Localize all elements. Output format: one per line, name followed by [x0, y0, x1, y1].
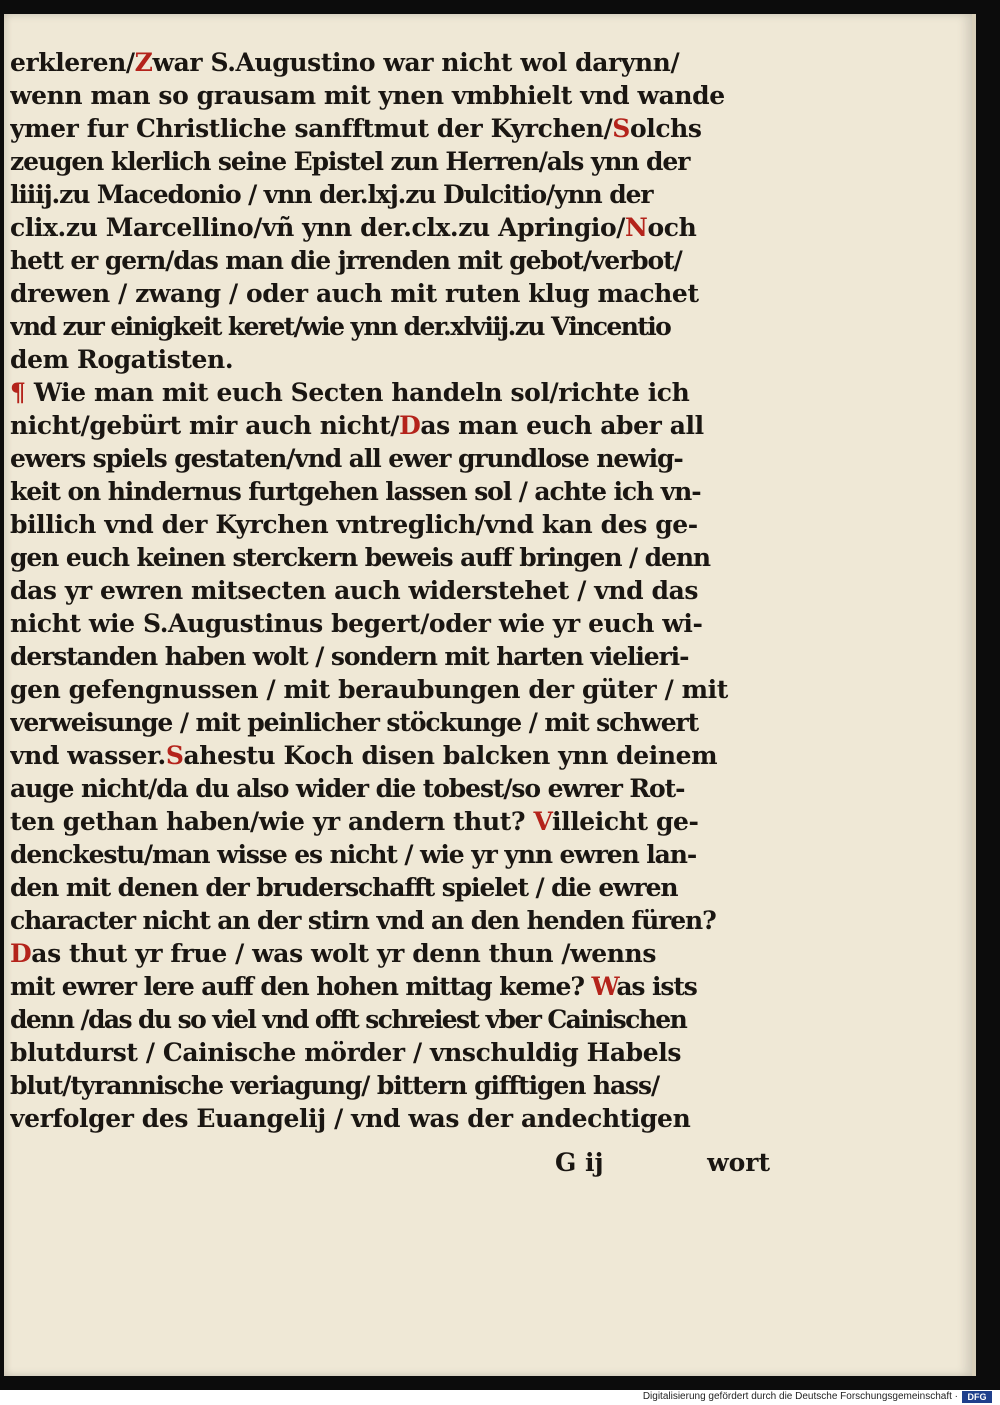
text-segment: derstanden haben wolt / sondern mit harten vielieri-	[10, 642, 689, 671]
text-line	[10, 607, 770, 640]
text-line	[10, 508, 770, 541]
text-segment: nicht wie S.Augustinus begert/oder wie yr euch wi-	[10, 609, 703, 638]
text-line	[10, 541, 770, 574]
text-line	[10, 475, 770, 508]
text-segment: den mit denen der bruderschafft spielet / die ewren	[10, 873, 678, 902]
text-segment: och	[647, 213, 697, 242]
text-segment: denckestu/man wisse es nicht / wie yr ynn ewren lan-	[10, 840, 697, 869]
rubricated-initial: D	[10, 939, 32, 968]
text-segment: ten gethan haben/wie yr andern thut?	[10, 807, 534, 836]
text-line	[10, 772, 770, 805]
text-line	[10, 838, 770, 871]
text-line	[10, 871, 770, 904]
text-line	[10, 79, 770, 112]
page-edge	[972, 14, 976, 1376]
rubricated-initial: ¶	[10, 378, 34, 407]
text-segment: vnd zur einigkeit keret/wie ynn der.xlviij.zu Vincentio	[10, 312, 671, 341]
rubricated-initial: W	[591, 972, 617, 1001]
text-line	[10, 970, 770, 1003]
text-segment: liiij.zu Macedonio / vnn der.lxj.zu Dulcitio/ynn der	[10, 180, 653, 209]
catchline	[10, 1146, 770, 1179]
text-segment: as thut yr frue / was wolt yr denn thun /wenns	[31, 939, 657, 968]
text-line	[10, 1069, 770, 1102]
text-segment: wenn man so grausam mit ynen vmbhielt vnd wande	[10, 81, 725, 110]
text-segment: auge nicht/da du also wider die tobest/so ewrer Rot-	[10, 774, 685, 803]
text-segment: ymer fur Christliche sanfftmut der Kyrchen/	[10, 114, 613, 143]
text-segment: dem Rogatisten.	[10, 345, 234, 374]
body-text	[10, 46, 770, 1135]
text-segment: billich vnd der Kyrchen vntreglich/vnd kan des ge-	[10, 510, 698, 539]
text-line	[10, 1102, 770, 1135]
text-line	[10, 706, 770, 739]
text-segment: mit ewrer lere auff den hohen mittag keme?	[10, 972, 592, 1001]
text-segment: verweisunge / mit peinlicher stöckunge / mit schwert	[10, 708, 699, 737]
text-line	[10, 310, 770, 343]
text-segment: illeicht ge-	[552, 807, 699, 836]
text-line	[10, 805, 770, 838]
signature-mark: G ij	[555, 1148, 604, 1177]
text-segment: ewers spiels gestaten/vnd all ewer grundlose newig-	[10, 444, 683, 473]
text-segment: erkleren/	[10, 48, 135, 77]
text-line	[10, 937, 770, 970]
rubricated-initial: S	[165, 741, 184, 770]
text-line	[10, 244, 770, 277]
rubricated-initial: V	[533, 807, 552, 836]
text-segment: character nicht an der stirn vnd an den henden füren?	[10, 906, 716, 935]
rubricated-initial: S	[612, 114, 630, 143]
text-segment: blut/tyrannische veriagung/ bittern gifftigen hass/	[10, 1071, 660, 1100]
text-segment: gen gefengnussen / mit beraubungen der güter / mit	[10, 675, 728, 704]
text-line	[10, 376, 770, 409]
text-segment: war S.Augustino war nicht wol darynn/	[152, 48, 680, 77]
rubricated-initial: Z	[134, 48, 153, 77]
text-line	[10, 442, 770, 475]
text-segment: olchs	[629, 114, 702, 143]
text-line	[10, 1036, 770, 1069]
text-line	[10, 904, 770, 937]
footer-credit: Digitalisierung gefördert durch die Deutsche Forschungsgemeinschaft ·	[642, 1391, 958, 1402]
text-line	[10, 409, 770, 442]
text-line	[10, 46, 770, 79]
text-segment: hett er gern/das man die jrrenden mit gebot/verbot/	[10, 246, 682, 275]
footer-bar	[0, 1390, 1000, 1405]
text-segment: as man euch aber all	[420, 411, 704, 440]
text-segment: keit on hindernus furtgehen lassen sol / achte ich vn-	[10, 477, 701, 506]
text-line	[10, 211, 770, 244]
text-segment: clix.zu Marcellino/vñ ynn der.clx.zu Apringio/	[10, 213, 626, 242]
text-segment: vnd wasser.	[10, 741, 166, 770]
text-line	[10, 343, 770, 376]
text-line	[10, 739, 770, 772]
text-segment: ahestu Koch disen balcken ynn deinem	[183, 741, 718, 770]
rubricated-initial: N	[625, 213, 648, 242]
dfg-logo: DFG	[962, 1391, 992, 1403]
text-segment: denn /das du so viel vnd offt schreiest vber Cainischen	[10, 1005, 687, 1034]
rubricated-initial: D	[399, 411, 421, 440]
text-segment: gen euch keinen sterckern beweis auff bringen / denn	[10, 543, 710, 572]
text-segment: nicht/gebürt mir auch nicht/	[10, 411, 400, 440]
text-line	[10, 673, 770, 706]
text-segment: drewen / zwang / oder auch mit ruten klug machet	[10, 279, 699, 308]
text-line	[10, 145, 770, 178]
text-segment: Wie man mit euch Secten handeln sol/richte ich	[33, 378, 690, 407]
text-line	[10, 277, 770, 310]
text-segment: blutdurst / Cainische mörder / vnschuldig Habels	[10, 1038, 682, 1067]
text-line	[10, 112, 770, 145]
text-line	[10, 178, 770, 211]
text-line	[10, 640, 770, 673]
text-segment: zeugen klerlich seine Epistel zun Herren/als ynn der	[10, 147, 690, 176]
text-segment: verfolger des Euangelij / vnd was der andechtigen	[10, 1104, 691, 1133]
text-segment: as ists	[616, 972, 697, 1001]
catchword: wort	[707, 1148, 770, 1177]
text-line	[10, 574, 770, 607]
text-line	[10, 1003, 770, 1036]
text-segment: das yr ewren mitsecten auch widerstehet / vnd das	[10, 576, 699, 605]
